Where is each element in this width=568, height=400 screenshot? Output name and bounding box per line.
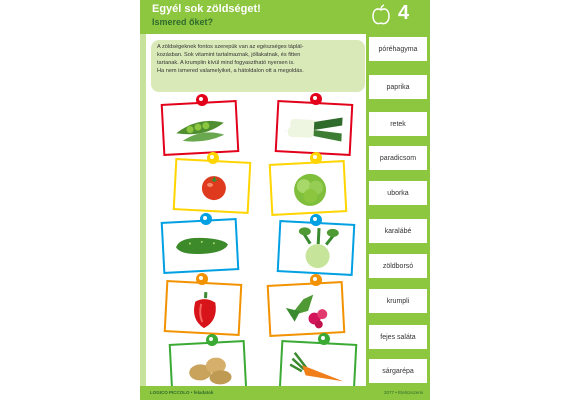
word-label: póréhagyma (369, 37, 427, 61)
footer-right-text: 2077 • Ételsziszemi (384, 390, 424, 395)
vegetable-card-tomato (173, 158, 252, 214)
leek-icon (285, 113, 345, 148)
word-label: zöldborsó (369, 254, 427, 278)
vegetable-card-lettuce (269, 160, 348, 216)
page-title: Egyél sok zöldséget! (152, 3, 261, 15)
intro-line: kozásban. Sok vitamint tartalmaznak, jóllakatnak, és fitten (157, 52, 301, 58)
page-number: 4 (398, 2, 410, 24)
tomato-icon (197, 169, 231, 203)
word-label: paradicsom (369, 146, 427, 170)
peas-icon (173, 113, 228, 146)
word-label: karalábé (369, 219, 427, 243)
pin-green-icon (206, 334, 218, 346)
word-label: sárgarépa (369, 359, 427, 383)
pin-red-icon (310, 93, 322, 105)
vegetable-card-peas (161, 100, 240, 156)
intro-line: A zöldségeknek fontos szerepük van az egészséges táplál- (157, 44, 304, 50)
vegetable-card-pepper (164, 280, 243, 336)
page-subtitle: Ismered őket? (152, 17, 214, 27)
vegetable-card-leek (275, 100, 354, 156)
vegetable-card-radish (267, 281, 346, 337)
pin-yellow-icon (310, 152, 322, 164)
vegetable-card-cucumber (161, 218, 240, 274)
pin-orange-icon (310, 274, 322, 286)
cucumber-icon (171, 232, 232, 259)
pin-orange-icon (196, 273, 208, 285)
carrot-icon (287, 348, 349, 387)
intro-line: tartanak. A krumplin kívül mind fogyasztható nyersen is. (157, 60, 295, 66)
pin-blue-icon (200, 213, 212, 225)
pin-green-icon (318, 333, 330, 345)
kohlrabi-icon (295, 225, 341, 271)
intro-text-box (151, 40, 365, 92)
pin-red-icon (196, 94, 208, 106)
pepper-icon (190, 289, 220, 330)
footer-left-text: LOGICO PICCOLO • feladatok (150, 390, 214, 395)
pin-blue-icon (310, 214, 322, 226)
potatoes-icon (185, 351, 235, 387)
word-label: krumpli (369, 289, 427, 313)
left-margin-bar (140, 34, 146, 386)
word-label: retek (369, 112, 427, 136)
word-label: uborka (369, 181, 427, 205)
word-label: fejes saláta (369, 325, 427, 349)
intro-line: Ha nem ismered valamelyiket, a hátoldalon ott a megoldás. (157, 68, 304, 74)
pin-yellow-icon (207, 152, 219, 164)
vegetable-card-kohlrabi (277, 220, 356, 276)
radish-icon (283, 290, 333, 332)
lettuce-icon (289, 169, 331, 209)
word-label: paprika (369, 75, 427, 99)
apple-icon (372, 4, 390, 26)
